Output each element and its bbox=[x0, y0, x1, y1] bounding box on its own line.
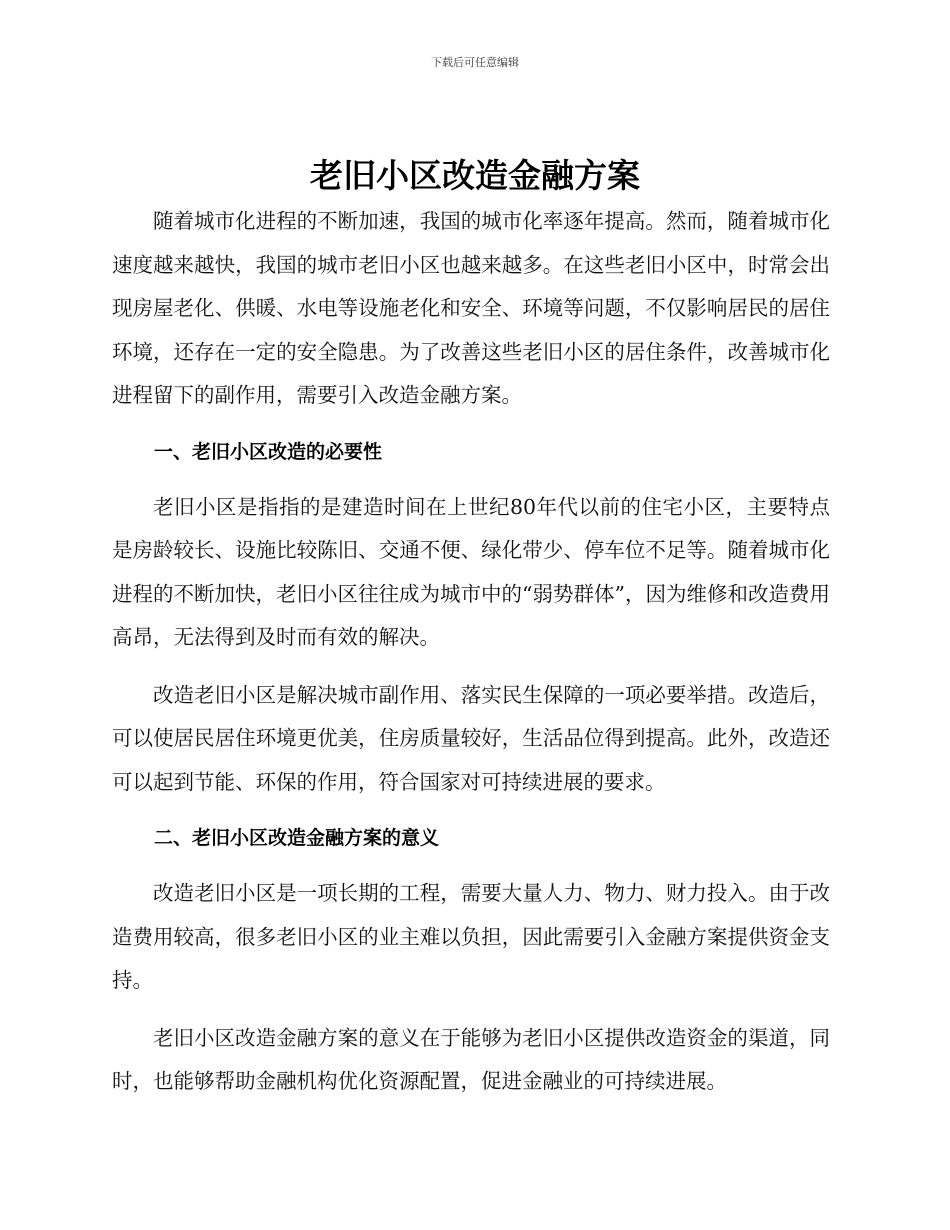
intro-paragraph: 随着城市化进程的不断加速，我国的城市化率逐年提高。然而，随着城市化速度越来越快，我国的城市老旧小区也越来越多。在这些老旧小区中，时常会出现房屋老化、供暖、水电等设施老化和安全、环境等问题，不仅影响居民的居住环境，还存在一定的安全隐患。为了改善这些老旧小区的居住条件，改善城市化进程留下的副作用，需要引入改造金融方案。 bbox=[112, 209, 830, 407]
section-1-paragraph-2: 改造老旧小区是解决城市副作用、落实民生保障的一项必要举措。改造后，可以使居民居住环境更优美，住房质量较好，生活品位得到提高。此外，改造还可以起到节能、环保的作用，符合国家对可持续进展的要求。 bbox=[112, 682, 830, 794]
section-heading-1: 一、老旧小区改造的必要性 bbox=[154, 440, 383, 463]
section-2-paragraph-2: 老旧小区改造金融方案的意义在于能够为老旧小区提供改造资金的渠道，同时，也能够帮助金融机构优化资源配置，促进金融业的可持续进展。 bbox=[112, 1025, 830, 1093]
page-header-note: 下载后可任意编辑 bbox=[431, 56, 519, 69]
section-heading-2: 二、老旧小区改造金融方案的意义 bbox=[154, 827, 440, 849]
section-1-paragraph-1: 老旧小区是指指的是建造时间在上世纪80年代以前的住宅小区，主要特点是房龄较长、设施比较陈旧、交通不便、绿化带少、停车位不足等。随着城市化进程的不断加快，老旧小区往往成为城市中的“弱势群体”，因为维修和改造费用高昂，无法得到及时而有效的解决。 bbox=[112, 494, 830, 649]
section-2-paragraph-1: 改造老旧小区是一项长期的工程，需要大量人力、物力、财力投入。由于改造费用较高，很多老旧小区的业主难以负担，因此需要引入金融方案提供资金支持。 bbox=[112, 881, 830, 992]
document-body bbox=[112, 200, 830, 1104]
document-title: 老旧小区改造金融方案 bbox=[310, 156, 640, 195]
